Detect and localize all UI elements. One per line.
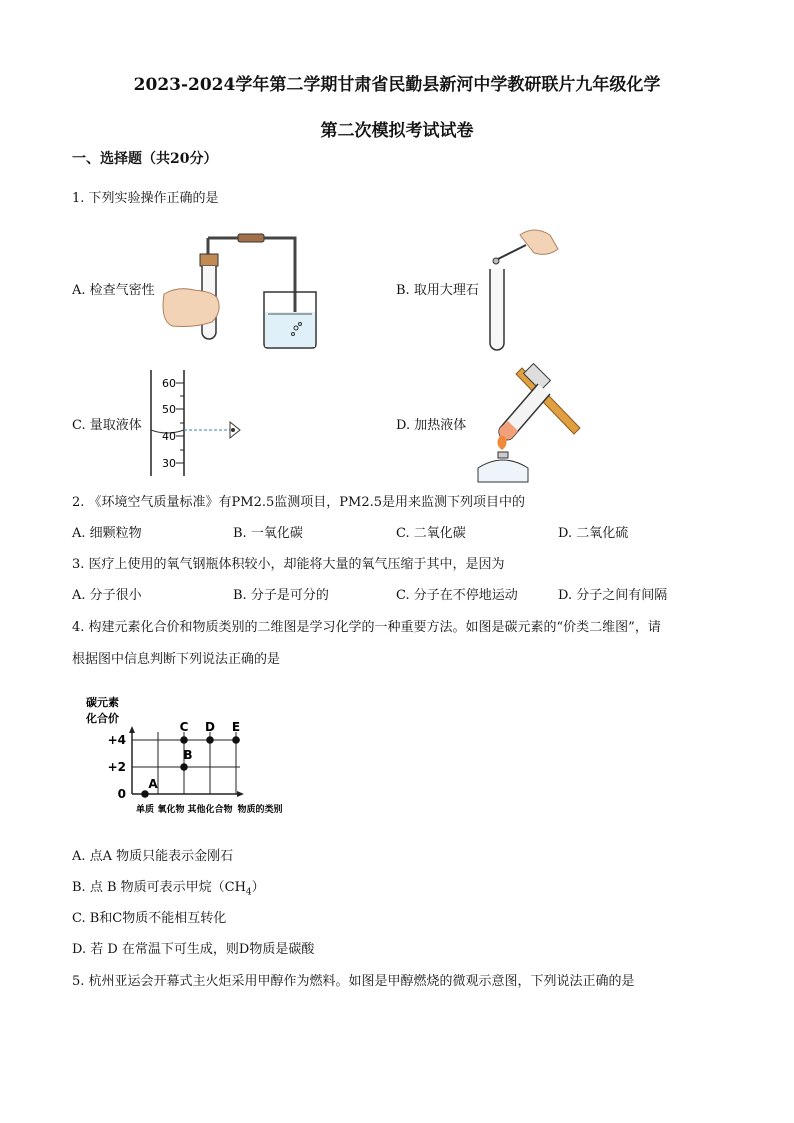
q5-stem: 5. 杭州亚运会开幕式主火炬采用甲醇作为燃料。如图是甲醇燃烧的微观示意图，下列说法正确的是 (72, 974, 635, 989)
measuring-cylinder-illustration (146, 368, 246, 478)
q4-option-a: A. 点A 物质只能表示金刚石 (72, 849, 234, 864)
chart-point-label: C (179, 720, 189, 734)
q4-option-b-text: B. 点 B 物质可表示甲烷（CH (72, 880, 246, 895)
q4-option-c: C. B和C物质不能相互转化 (72, 911, 227, 926)
cylinder-tick: 30 (162, 457, 176, 470)
q3-option-d: D. 分子之间有间隔 (558, 588, 668, 603)
q2-option-d: D. 二氧化硫 (558, 526, 629, 541)
q4-option-d: D. 若 D 在常温下可生成，则D物质是碳酸 (72, 942, 315, 957)
doc-title-line2: 第二次模拟考试试卷 (320, 121, 474, 141)
airtightness-check-illustration (160, 232, 310, 350)
chart-x-label: 氧化物 (157, 805, 185, 815)
chart-x-label: 其他化合物 (187, 805, 233, 815)
q4-stem-line2: 根据图中信息判断下列说法正确的是 (72, 652, 281, 667)
section-heading: 一、选择题（共20分） (72, 151, 218, 167)
q1-option-a: A. 检查气密性 (72, 283, 155, 298)
q4-option-b (72, 879, 265, 902)
q3-option-b: B. 分子是可分的 (233, 588, 329, 603)
q1-stem: 1. 下列实验操作正确的是 (72, 191, 219, 206)
chart-point-label: D (205, 720, 215, 734)
q2-option-c: C. 二氧化碳 (396, 526, 466, 541)
chart-ylabel-line1: 碳元素 (86, 696, 119, 709)
heat-liquid-illustration (470, 366, 585, 488)
q3-option-a: A. 分子很小 (72, 588, 142, 603)
chart-ylabel-line2: 化合价 (86, 712, 119, 725)
chart-point-label: B (183, 748, 193, 762)
chart-y-tick: +4 (107, 733, 126, 747)
q4-option-b-subscript: 4 (245, 887, 252, 898)
carbon-valence-chart (80, 692, 320, 822)
chart-point (206, 736, 214, 744)
chart-y-tick: 0 (117, 787, 126, 801)
chart-y-tick: +2 (107, 760, 126, 774)
chart-x-label: 物质的类别 (237, 805, 283, 815)
q1-option-c: C. 量取液体 (72, 418, 142, 433)
chart-point (180, 736, 188, 744)
chart-x-arrow (237, 791, 244, 797)
q3-option-c: C. 分子在不停地运动 (396, 588, 518, 603)
chart-point (232, 736, 240, 744)
take-marble-illustration (480, 225, 560, 355)
q2-stem: 2. 《环境空气质量标准》有PM2.5监测项目，PM2.5是用来监测下列项目中的 (72, 495, 526, 510)
q1-option-d: D. 加热液体 (396, 418, 467, 433)
q3-stem: 3. 医疗上使用的氧气钢瓶体积较小，却能将大量的氧气压缩于其中，是因为 (72, 557, 505, 572)
q4-stem-line1: 4. 构建元素化合价和物质类别的二维图是学习化学的一种重要方法。如图是碳元素的“价类二维图”，请 (72, 620, 661, 635)
chart-y-arrow (129, 726, 135, 733)
chart-point-label: A (148, 777, 158, 791)
q1-option-b: B. 取用大理石 (396, 283, 479, 298)
chart-point-label: E (231, 720, 241, 734)
doc-title-line1: 2023-2024学年第二学期甘肃省民勤县新河中学教研联片九年级化学 (133, 75, 661, 95)
chart-point (180, 763, 188, 771)
cylinder-tick: 40 (162, 430, 176, 443)
cylinder-tick: 50 (162, 403, 176, 416)
cylinder-tick: 60 (162, 377, 176, 390)
q2-option-b: B. 一氧化碳 (233, 526, 303, 541)
q2-option-a: A. 细颗粒物 (72, 526, 142, 541)
chart-x-label: 单质 (135, 805, 155, 815)
chart-point (141, 790, 149, 798)
q4-option-b-close: ） (251, 880, 265, 895)
